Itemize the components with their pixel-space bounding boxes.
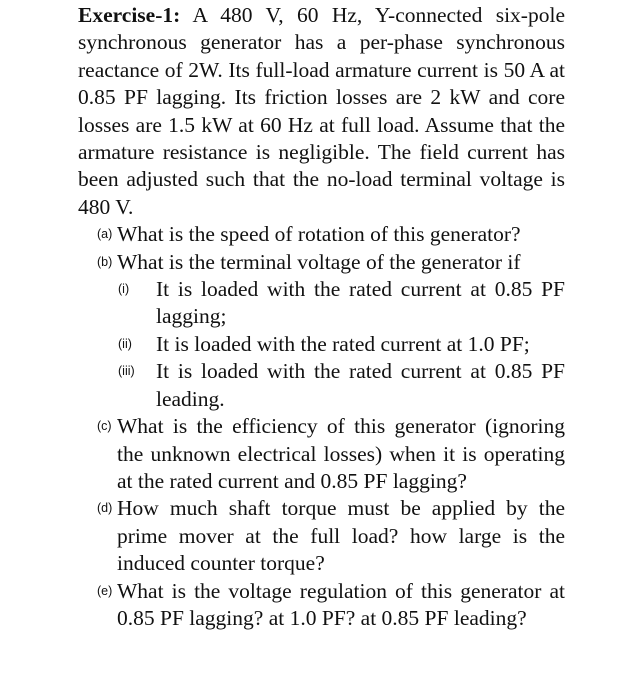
question-c-marker: (c) [97,419,112,434]
exercise-heading: Exercise-1: [78,3,181,27]
question-c-text: What is the efficiency of this generator (ignoring the unknown electrical losses) when it is operating at the rated current and 0.85 PF lagging? [117,414,565,493]
question-b-iii [78,358,565,413]
question-b-ii-text: It is loaded with the rated current at 1.0 PF; [156,331,530,356]
question-b-i-marker: (i) [118,282,130,297]
question-d-marker: (d) [97,501,113,516]
question-b-ii [78,331,565,358]
question-b-ii-marker: (ii) [118,336,132,351]
question-a-marker: (a) [97,227,113,242]
question-c [78,413,565,495]
question-d [78,495,565,577]
question-a [78,221,565,248]
exercise-intro-paragraph [78,2,565,221]
question-a-text: What is the speed of rotation of this generator? [117,222,521,247]
question-b-iii-marker: (iii) [118,364,135,379]
question-b-i [78,276,565,331]
question-e-marker: (e) [97,583,113,598]
question-e-text: What is the voltage regulation of this generator at 0.85 PF lagging? at 1.0 PF? at 0.85 PF leading? [117,578,565,630]
exercise-intro-text: A 480 V, 60 Hz, Y-connected six-pole synchronous generator has a per-phase synchronous reactance of 2W. Its full-load armature current is 50 A at 0.85 PF lagging. Its friction losses are 2 kW and core losses are 1.5 kW at 60 Hz at full load. Assume that the armature resistance is negligible. The field current has been adjusted such that the no-load terminal voltage is 480 V. [78,3,565,219]
question-d-text: How much shaft torque must be applied by the prime mover at the full load? how large is the induced counter torque? [117,496,565,576]
question-e [78,578,565,633]
question-b-iii-text: It is loaded with the rated current at 0.85 PF leading. [156,359,565,411]
question-b [78,249,565,276]
question-b-i-text: It is loaded with the rated current at 0.85 PF lagging; [156,277,565,329]
exercise-document [78,2,565,632]
question-b-marker: (b) [97,254,113,269]
question-b-text: What is the terminal voltage of the generator if [117,249,521,274]
